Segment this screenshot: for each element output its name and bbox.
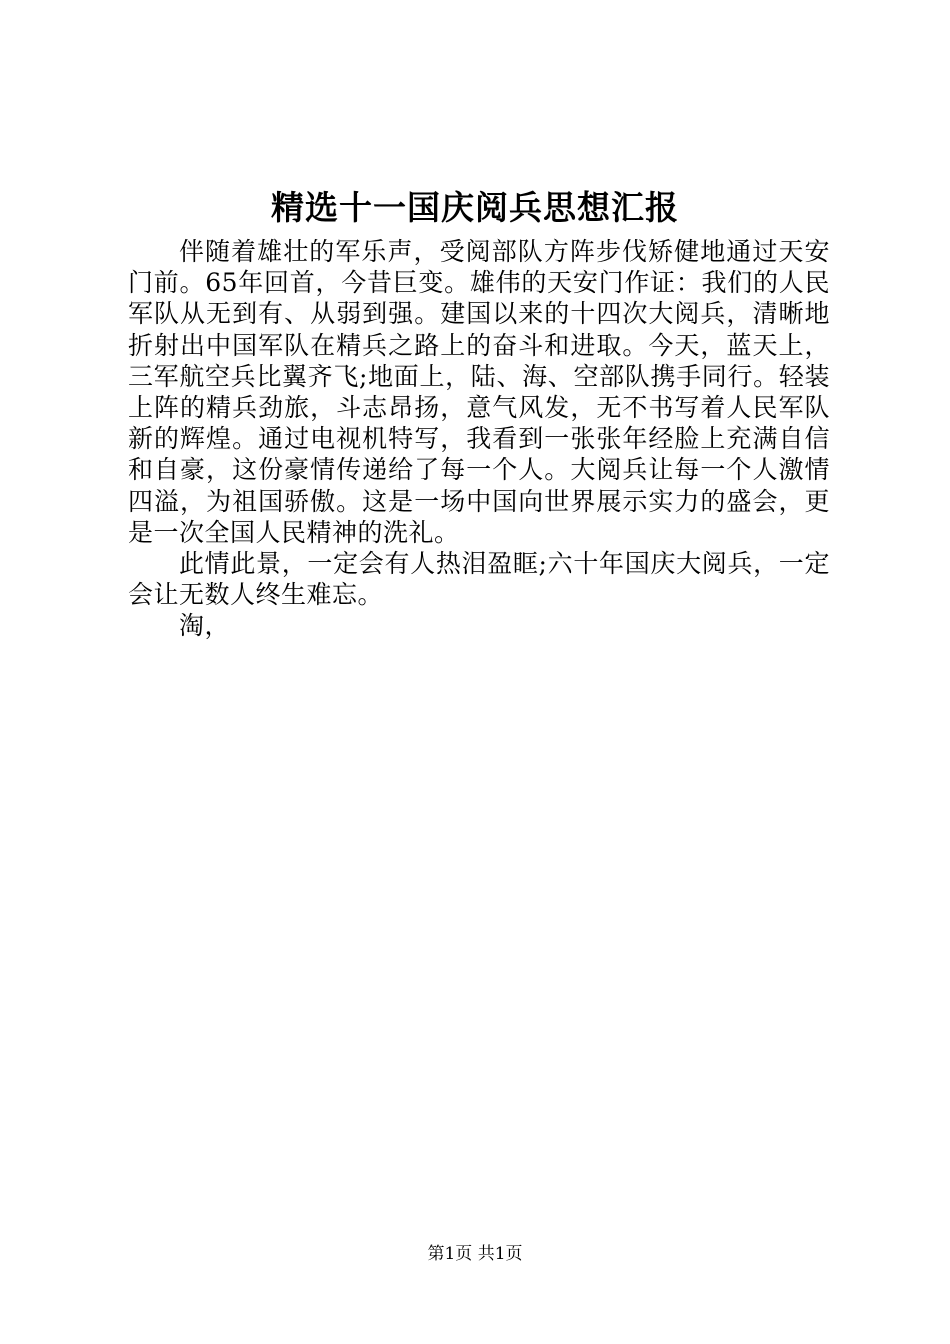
- paragraph-1: 伴随着雄壮的军乐声，受阅部队方阵步伐矫健地通过天安门前。65年回首，今昔巨变。雄伟的天安门作证：我们的人民军队从无到有、从弱到强。建国以来的十四次大阅兵，清晰地折射出中国军队在精兵之路上的奋斗和进取。今天，蓝天上，三军航空兵比翼齐飞;地面上，陆、海、空部队携手同行。轻装上阵的精兵劲旅，斗志昂扬，意气风发，无不书写着人民军队新的辉煌。通过电视机特写，我看到一张张年经脸上充满自信和自豪，这份豪情传递给了每一个人。大阅兵让每一个人激情四溢，为祖国骄傲。这是一场中国向世界展示实力的盛会，更是一次全国人民精神的洗礼。: [128, 237, 830, 547]
- paragraph-2: 此情此景，一定会有人热泪盈眶;六十年国庆大阅兵，一定会让无数人终生难忘。: [128, 549, 830, 610]
- paragraph-3: 淘，: [179, 611, 231, 641]
- page-footer: 第1页 共1页: [427, 1244, 523, 1264]
- document-body: [128, 236, 830, 642]
- document-title: 精选十一国庆阅兵思想汇报: [271, 188, 679, 227]
